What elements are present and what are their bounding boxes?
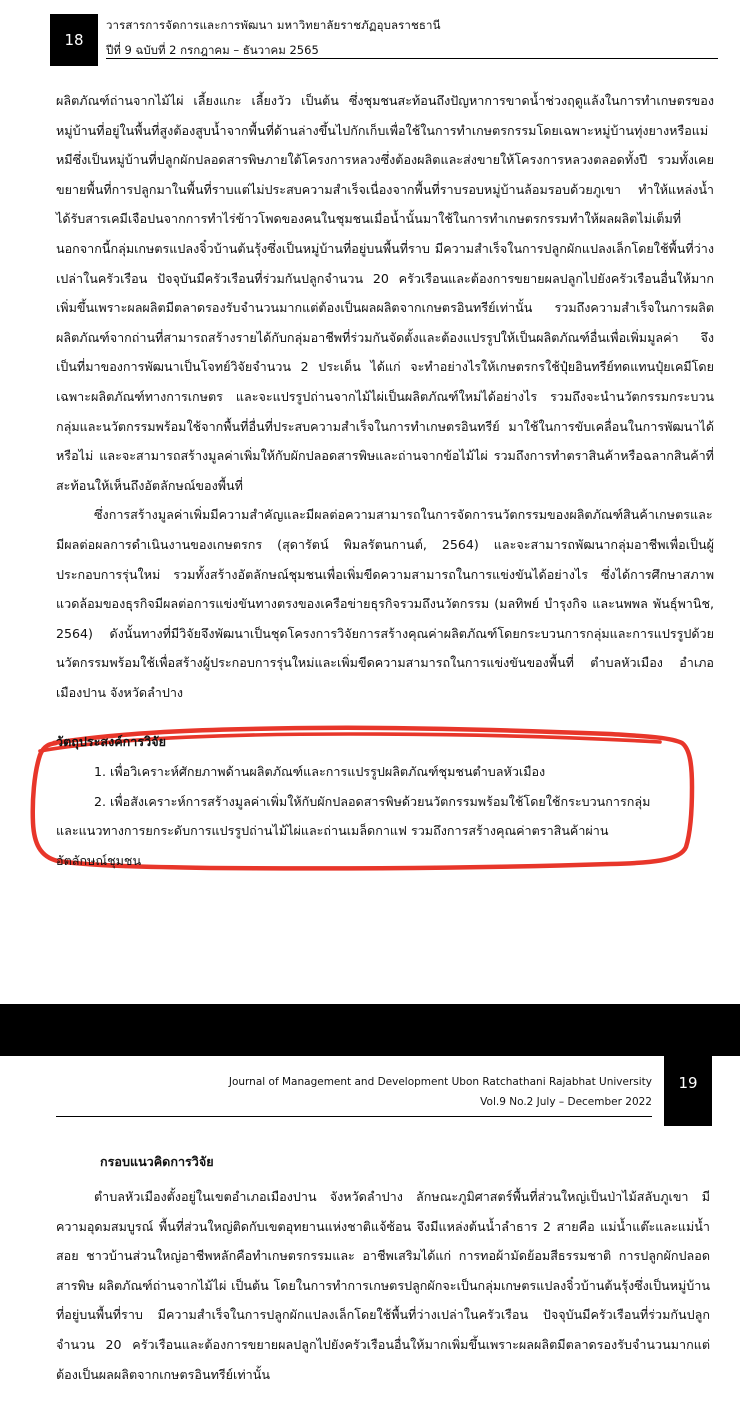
page-header-top [50,14,718,68]
paragraph-1: ผลิตภัณฑ์ถ่านจากไม้ไผ่ เลี้ยงแกะ เลี้ยงวัว เป็นต้น ซึ่งชุมชนสะท้อนถึงปัญหาการขาดน้ำช่วงฤดูแล้งในการทำเกษตรของหมู่บ้านที่อยู่ในพื้นที่สูงต้องสูบน้ำจากพื้นที่ด้านล่างขึ้นไปกักเก็บเพื่อใช้ในการทำเกษตรกรรมโดยเฉพาะหมู่บ้านทุ่งยางหรือแม่หมีซึ่งเป็นหมู่บ้านที่ปลูกผักปลอดสารพิษภายใต้โครงการหลวงซึ่งต้องผลิตและส่งขายให้โครงการหลวงตลอดทั้งปี รวมทั้งเคยขยายพื้นที่การปลูกมาในพื้นที่ราบแต่ไม่ประสบความสำเร็จเนื่องจากพื้นที่ราบรอบหมู่บ้านล้อมรอบด้วยภูเขา ทำให้แหล่งน้ำได้รับสารเคมีเจือปนจากการทำไร่ข้าวโพดของคนในชุมชนเมื่อน้ำนั้นมาใช้ในการทำเกษตรกรรมทำให้ผลผลิตไม่เต็มที่ นอกจากนี้กลุ่มเกษตรแปลงจิ๋วบ้านต้นรุ้งซึ่งเป็นหมู่บ้านที่อยู่บนพื้นที่ราบ มีความสำเร็จในการปลูกผักแปลงเล็กโดยใช้พื้นที่ว่างเปล่าในครัวเรือน ปัจจุบันมีครัวเรือนที่ร่วมกันปลูกจำนวน 20 ครัวเรือนและต้องการขยายผลปลูกไปยังครัวเรือนอื่นให้มากเพิ่มขึ้นเพราะผลผลิตมีตลาดรองรับจำนวนมากแต่ต้องเป็นผลผลิตจากเกษตรอินทรีย์เท่านั้น รวมถึงความสำเร็จในการผลิตผลิตภัณฑ์จากถ่านที่สามารถสร้างรายได้กับกลุ่มอาชีพที่ร่วมกันจัดตั้งและต้องแปรรูปให้เป็นผลิตภัณฑ์อื่นเพื่อเพิ่มมูลค่า จึงเป็นที่มาของการพัฒนาเป็นโจทย์วิจัยจำนวน 2 ประเด็น ได้แก่ จะทำอย่างไรให้เกษตรกรใช้ปุ๋ยอินทรีย์ทดแทนปุ๋ยเคมีโดยเฉพาะผลิตภัณฑ์ทางการเกษตร และจะแปรรูปถ่านจากไม้ไผ่เป็นผลิตภัณฑ์ใหม่ได้อย่างไร รวมถึงจะนำนวัตกรรมกระบวนกลุ่มและนวัตกรรมพร้อมใช้จากพื้นที่อื่นที่ประสบความสำเร็จในการทำเกษตรอินทรีย์ มาใช้ในการขับเคลื่อนในการพัฒนาได้หรือไม่ และจะสามารถสร้างมูลค่าเพิ่มให้กับผักปลอดสารพิษและถ่านจากข้อไม้ไผ่ รวมถึงการทำตราสินค้าหรือฉลากสินค้าที่สะท้อนให้เห็นถึงอัตลักษณ์ของพื้นที่ [56,93,714,493]
objectives-heading: วัตถุประสงค์การวิจัย [56,734,166,750]
paragraph-3: ตำบลหัวเมืองตั้งอยู่ในเขตอำเภอเมืองปาน จังหวัดลำปาง ลักษณะภูมิศาสตร์พื้นที่ส่วนใหญ่เป็นป่าไม้สลับภูเขา มีความอุดมสมบูรณ์ พื้นที่ส่วนใหญ่ติดกับเขตอุทยานแห่งชาติแจ้ซ้อน จึงมีแหล่งต้นน้ำลำธาร 2 สายคือ แม่น้ำแต๊ะและแม่น้ำสอย ชาวบ้านส่วนใหญ่อาชีพหลักคือทำเกษตรกรรมและ อาชีพเสริมได้แก่ การทอผ้ามัดย้อมสีธรรมชาติ การปลูกผักปลอดสารพิษ ผลิตภัณฑ์ถ่านจากไม้ไผ่ เป็นต้น โดยในการทำการเกษตรปลูกผักจะเป็นกลุ่มเกษตรแปลงจิ๋วบ้านต้นรุ้งซึ่งเป็นหมู่บ้านที่อยู่บนพื้นที่ราบ มีความสำเร็จในการปลูกผักแปลงเล็กโดยใช้พื้นที่ว่างเปล่าในครัวเรือน ปัจจุบันมีครัวเรือนที่ร่วมกันปลูกจำนวน 20 ครัวเรือนและต้องการขยายผลปลูกไปยังครัวเรือนอื่นให้มากเพิ่มขึ้นเพราะผลผลิตมีตลาดรองรับจำนวนมากแต่ต้องเป็นผลผลิตจากเกษตรอินทรีย์เท่านั้น [56,1189,710,1382]
page-header-bottom [56,1074,712,1126]
journal-header-texts [106,16,718,59]
header-divider-top [106,58,718,59]
objectives-block [56,727,700,875]
section-title-conceptual-framework: กรอบแนวคิดการวิจัย [100,1154,214,1169]
journal-title-th: วารสารการจัดการและการพัฒนา มหาวิทยาลัยราชภัฏอุบลราชธานี [106,18,441,32]
page-19-body [56,1182,710,1389]
objective-item-1: 1. เพื่อวิเคราะห์ศักยภาพด้านผลิตภัณฑ์และการแปรรูปผลิตภัณฑ์ชุมชนตำบลหัวเมือง [94,764,546,780]
objective-item-2-line-3: อัตลักษณ์ชุมชน [56,852,142,868]
document-page-19 [0,1074,740,1412]
objective-item-2: 2. เพื่อสังเคราะห์การสร้างมูลค่าเพิ่มให้กับผักปลอดสารพิษด้วยนวัตกรรมพร้อมใช้โดยใช้กระบวนการกลุ่ม [94,793,651,809]
page-separator-band [0,1004,740,1056]
journal-title-en: Journal of Management and Development Ubon Ratchathani Rajabhat University [228,1076,652,1088]
page-18-body [56,86,714,707]
journal-issue-en: Vol.9 No.2 July – December 2022 [480,1096,652,1108]
objective-item-2-line-2: และแนวทางการยกระดับการแปรรูปถ่านไม้ไผ่และถ่านเมล็ดกาแฟ รวมถึงการสร้างคุณค่าตราสินค้าผ่าน [56,823,609,839]
document-page-18 [0,14,740,1004]
journal-header-texts-en [229,1074,652,1111]
journal-issue-th: ปีที่ 9 ฉบับที่ 2 กรกฎาคม – ธันวาคม 2565 [106,43,319,57]
header-divider-bottom [56,1116,652,1117]
page-number-badge-18: 18 [50,14,98,66]
objectives-annotation-area [0,727,740,875]
page-number-badge-19: 19 [664,1022,712,1126]
paragraph-2: ซึ่งการสร้างมูลค่าเพิ่มมีความสำคัญและมีผลต่อความสามารถในการจัดการนวัตกรรมของผลิตภัณฑ์สินค้าเกษตรและมีผลต่อผลการดำเนินงานของเกษตรกร (สุดารัตน์ พิมลรัตนกานต์, 2564) และจะสามารถพัฒนากลุ่มอาชีพเพื่อเป็นผู้ประกอบการรุ่นใหม่ รวมทั้งสร้างอัตลักษณ์ชุมชนเพื่อเพิ่มขีดความสามารถในการแข่งขันได้อย่างไร ซึ่งได้การศึกษาสภาพแวดล้อมของธุรกิจมีผลต่อการแข่งขันทางตรงของเครือข่ายธุรกิจรวมถึงนวัตกรรม (มลทิพย์ บำรุงกิจ และนพพล พันธุ์พานิช, 2564) ดังนั้นทางที่มีวิจัยจึงพัฒนาเป็นชุดโครงการวิจัยการสร้างคุณค่าผลิตภัณฑ์โดยกระบวนการกลุ่มและการแปรรูปด้วยนวัตกรรมพร้อมใช้เพื่อสร้างผู้ประกอบการรุ่นใหม่และเพิ่มขีดความสามารถในการแข่งขันของพื้นที่ ตำบลหัวเมือง อำเภอเมืองปาน จังหวัดลำปาง [56,507,714,700]
